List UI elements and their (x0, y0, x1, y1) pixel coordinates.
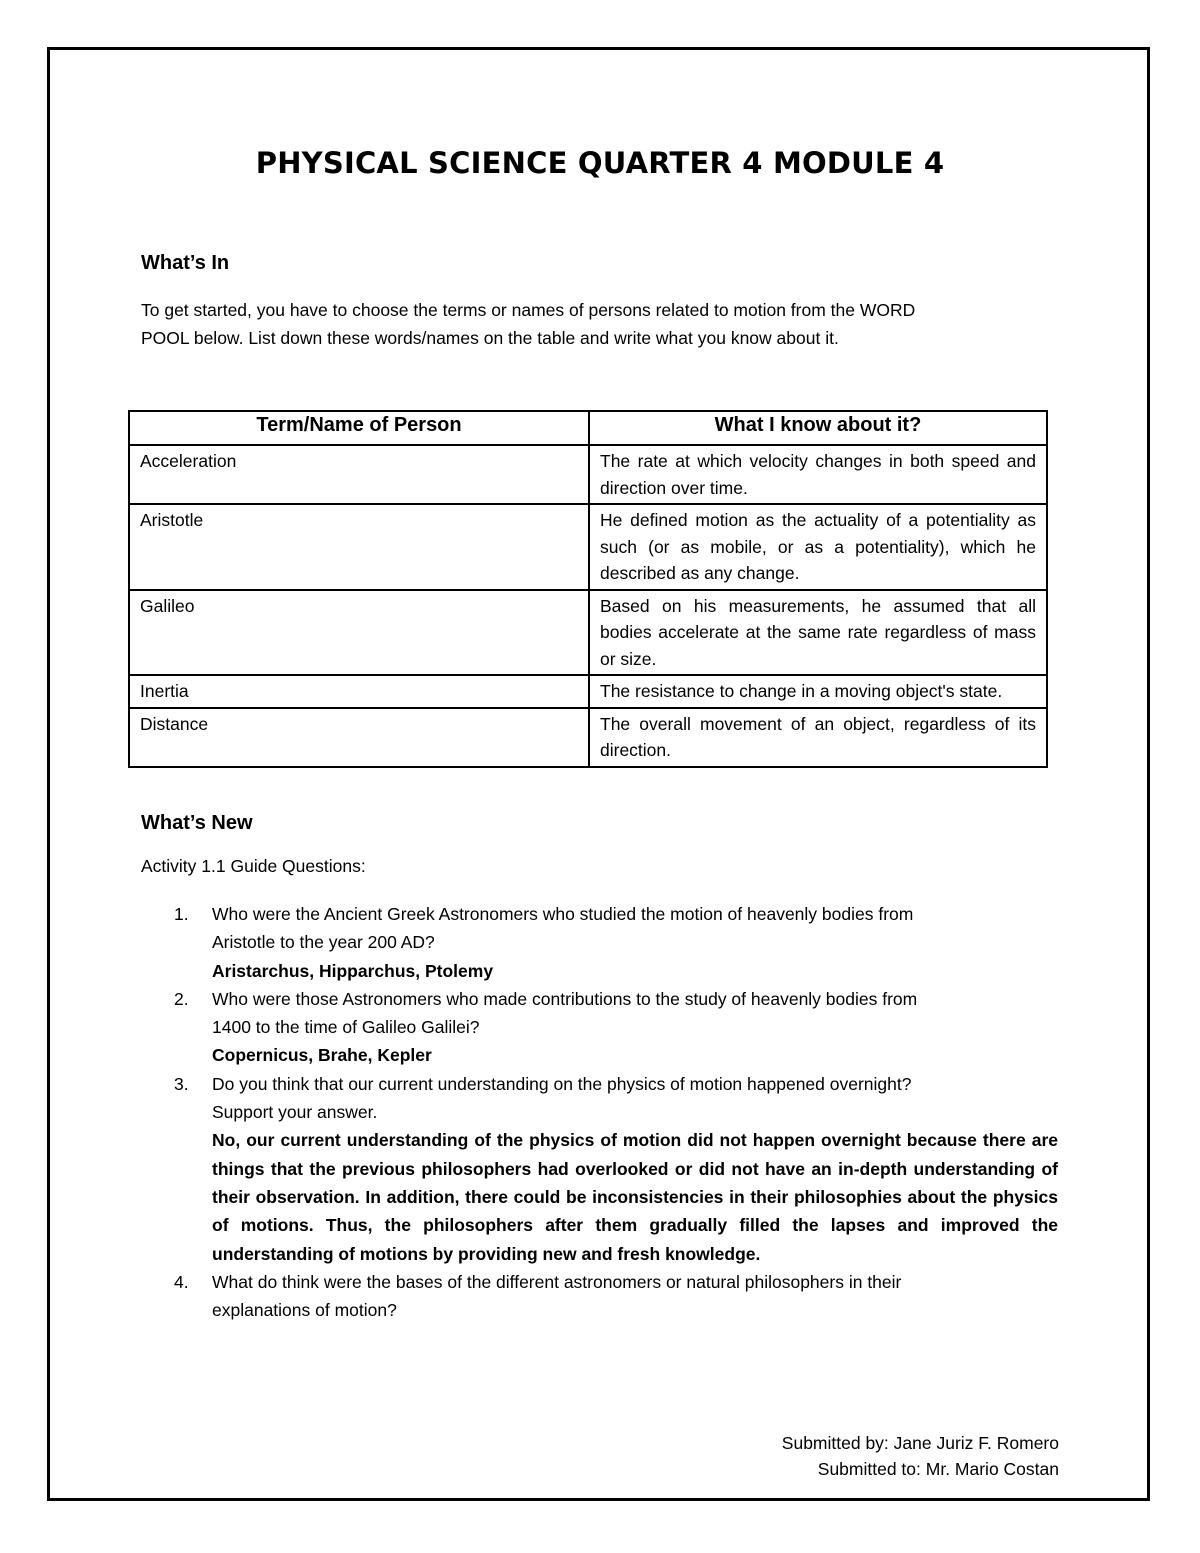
question-number: 4. (174, 1271, 189, 1292)
whats-new-heading: What’s New (141, 812, 253, 834)
term-cell: Aristotle (129, 504, 589, 590)
term-cell: Inertia (129, 675, 589, 708)
answer-text: Copernicus, Brahe, Kepler (212, 1045, 432, 1066)
whats-in-intro (141, 296, 1041, 352)
question-text-line-1: What do think were the bases of the different astronomers or natural philosophers in their (212, 1271, 902, 1292)
answer-text: Aristarchus, Hipparchus, Ptolemy (212, 960, 494, 981)
guide-questions-list (141, 900, 1058, 1324)
header-what-i-know: What I know about it? (589, 411, 1047, 445)
question-item (141, 1268, 1058, 1325)
activity-label: Activity 1.1 Guide Questions: (141, 856, 366, 876)
question-number: 3. (174, 1073, 189, 1094)
answer-text: No, our current understanding of the physics of motion did not happen overnight because there are things that the previous philosophers had overlooked or did not have an in-depth understanding of their observation. In addition, there could be inconsistencies in their philosophies about the physics of motions. Thus, the philosophers after them gradually filled the lapses and improved the understanding of motions by providing new and fresh knowledge. (212, 1130, 1058, 1264)
table-row (129, 675, 1047, 708)
description-cell: The resistance to change in a moving object's state. (589, 675, 1047, 708)
question-text-line-2: Support your answer. (212, 1102, 378, 1123)
intro-line-1: To get started, you have to choose the terms or names of persons related to motion from the WORD (141, 300, 916, 320)
description-cell: Based on his measurements, he assumed that all bodies accelerate at the same rate regardless of mass or size. (589, 590, 1047, 676)
whats-in-heading: What’s In (141, 252, 230, 274)
table-row (129, 590, 1047, 676)
description-cell: The rate at which velocity changes in both speed and direction over time. (589, 445, 1047, 504)
intro-line-2: POOL below. List down these words/names on the table and write what you know about it. (141, 328, 839, 348)
term-cell: Distance (129, 708, 589, 767)
description-cell: The overall movement of an object, regardless of its direction. (589, 708, 1047, 767)
question-text-line-2: explanations of motion? (212, 1300, 397, 1321)
page-title: PHYSICAL SCIENCE QUARTER 4 MODULE 4 (255, 146, 945, 180)
description-cell: He defined motion as the actuality of a potentiality as such (or as mobile, or as a potentiality), which he described as any change. (589, 504, 1047, 590)
question-number: 1. (174, 904, 189, 924)
question-item (141, 1070, 1058, 1268)
table-row (129, 708, 1047, 767)
submitted-by: Submitted by: Jane Juriz F. Romero (781, 1433, 1059, 1453)
table-header-row (129, 411, 1047, 445)
question-item (141, 985, 1058, 1070)
term-cell: Acceleration (129, 445, 589, 504)
submitted-to: Submitted to: Mr. Mario Costan (817, 1459, 1059, 1479)
question-text-line-1: Who were the Ancient Greek Astronomers who studied the motion of heavenly bodies from (212, 904, 914, 924)
table-row (129, 445, 1047, 504)
question-text-line-1: Who were those Astronomers who made contributions to the study of heavenly bodies from (212, 988, 918, 1009)
question-text-line-1: Do you think that our current understanding on the physics of motion happened overnight? (212, 1073, 912, 1094)
term-cell: Galileo (129, 590, 589, 676)
question-text-line-2: 1400 to the time of Galileo Galilei? (212, 1017, 480, 1038)
question-text-line-2: Aristotle to the year 200 AD? (212, 932, 435, 953)
header-term: Term/Name of Person (129, 411, 589, 445)
word-pool-table (128, 410, 1048, 768)
question-item (141, 900, 1058, 985)
question-number: 2. (174, 988, 189, 1009)
table-row (129, 504, 1047, 590)
